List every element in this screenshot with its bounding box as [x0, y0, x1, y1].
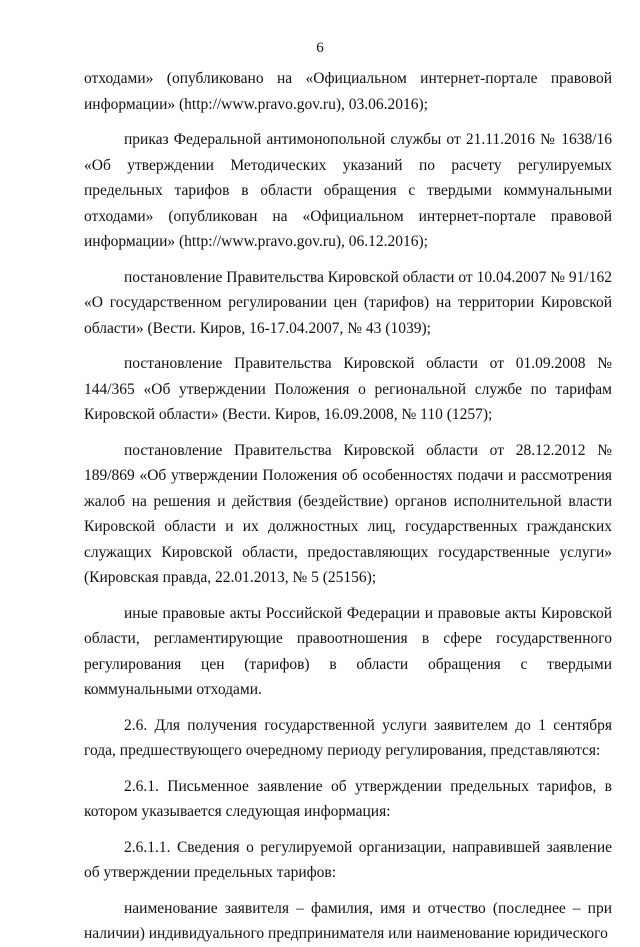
- page-number: 6: [316, 40, 324, 56]
- paragraph: наименование заявителя – фамилия, имя и отчество (последнее – при наличии) индивидуального предпринимателя или наименование юридического: [84, 899, 612, 942]
- document-body: [84, 66, 612, 947]
- paragraph: 2.6.1. Письменное заявление об утверждении предельных тарифов, в котором указывается следующая информация:: [84, 777, 612, 820]
- paragraph: 2.6. Для получения государственной услуги заявителем до 1 сентября года, предшествующего очередному периоду регулирования, представляются:: [84, 716, 612, 759]
- paragraph: постановление Правительства Кировской области от 10.04.2007 № 91/162 «О государственном регулировании цен (тарифов) на территории Кировской области» (Вести. Киров, 16-17.04.2007, № 43 (1039);: [84, 268, 612, 337]
- paragraph: постановление Правительства Кировской области от 28.12.2012 № 189/869 «Об утверждении Положения об особенностях подачи и рассмотрения жалоб на решения и действия (бездействие) органов исполнительной власти Кировской области и их должностных лиц, государственных гражданских служащих Кировской области, предоставляющих государственные услуги» (Кировская правда, 22.01.2013, № 5 (25156);: [84, 441, 612, 586]
- paragraph: приказ Федеральной антимонопольной службы от 21.11.2016 № 1638/16 «Об утверждении Методических указаний по расчету регулируемых предельных тарифов в области обращения с твердыми коммунальными отходами» (опубликован на «Официальном интернет-портале правовой информации» (http://www.pravo.gov.ru), 06.12.2016);: [84, 131, 612, 250]
- paragraph: 2.6.1.1. Сведения о регулируемой организации, направившей заявление об утверждении предельных тарифов:: [84, 838, 612, 881]
- paragraph: иные правовые акты Российской Федерации и правовые акты Кировской области, регламентирующие правоотношения в сфере государственного регулирования цен (тарифов) в области обращения с твердыми коммунальными отходами.: [84, 604, 612, 698]
- paragraph: постановление Правительства Кировской области от 01.09.2008 № 144/365 «Об утверждении Положения о региональной службе по тарифам Кировской области» (Вести. Киров, 16.09.2008, № 110 (1257);: [84, 355, 612, 423]
- paragraph: отходами» (опубликовано на «Официальном интернет-портале правовой информации» (http://www.pravo.gov.ru), 03.06.2016);: [84, 70, 612, 113]
